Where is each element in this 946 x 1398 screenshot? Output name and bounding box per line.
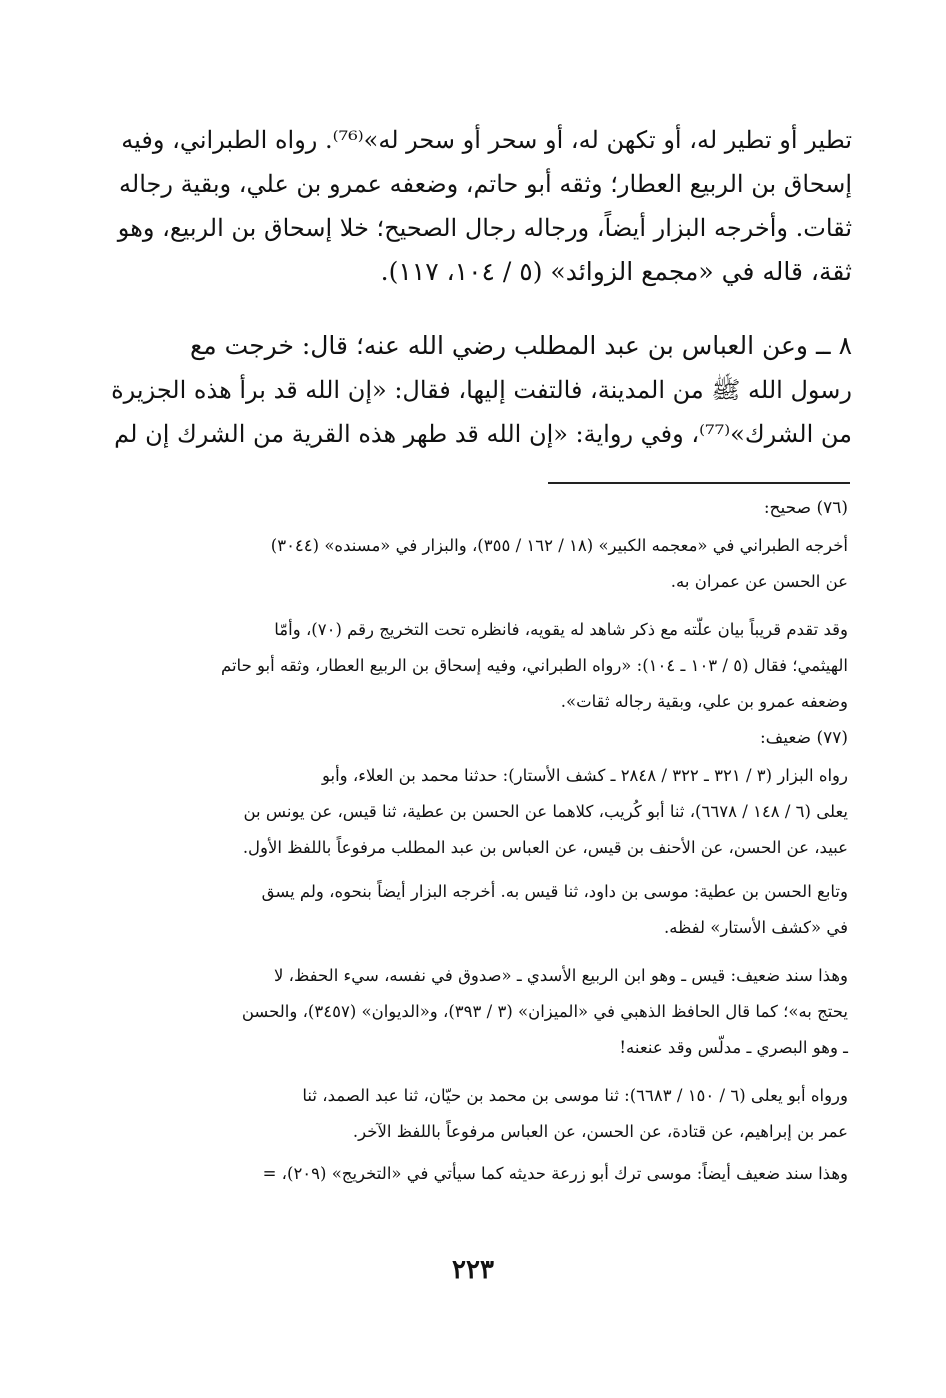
footnote-line: ـ وهو البصري ـ مدلّس وقد عنعنه! <box>619 1038 848 1057</box>
footnote-separator <box>548 482 850 484</box>
footnote-line: في «كشف الأستار» لفظه. <box>663 918 848 937</box>
footnote-line: ورواه أبو يعلى (٦ / ١٥٠ / ٦٦٨٣): ثنا موسى بن محمد بن حيّان، ثنا عبد الصمد، ثنا <box>302 1086 848 1105</box>
footnote-line: عمر بن إبراهيم، عن قتادة، عن الحسن، عن العباس مرفوعاً باللفظ الآخر. <box>352 1122 848 1141</box>
text-line: ثقات. وأخرجه البزار أيضاً، ورجاله رجال الصحيح؛ خلا إسحاق بن الربيع، وهو <box>117 214 852 242</box>
footnote-line: رواه البزار (٣ / ٣٢١ ـ ٣٢٢ / ٢٨٤٨ ـ كشف الأستار): حدثنا محمد بن العلاء، وأبو <box>321 766 848 785</box>
text-line: ثقة، قاله في «مجمع الزوائد» (٥ / ١٠٤، ١١٧). <box>380 257 852 286</box>
text-line: رسول الله ﷺ من المدينة، فالتفت إليها، فقال: «إن الله قد برأ هذه الجزيرة <box>111 376 852 404</box>
footnote-line: وضعفه عمرو بن علي، وبقية رجاله ثقات». <box>560 692 848 711</box>
footnote-line: وتابع الحسن بن عطية: موسى بن داود، ثنا قيس به. أخرجه البزار أيضاً بنحوه، ولم يسق <box>261 882 848 901</box>
text-line: إسحاق بن الربيع العطار؛ وثقه أبو حاتم، وضعفه عمرو بن علي، وبقية رجاله <box>119 170 852 198</box>
text-line: تطير أو تطير له، أو تكهن له، أو سحر أو سحر له»⁽⁷⁶⁾. رواه الطبراني، وفيه <box>121 126 852 154</box>
text-line: من الشرك»⁽⁷⁷⁾، وفي رواية: «إن الله قد طهر هذه القرية من الشرك إن لم <box>114 420 852 448</box>
footnote-heading-77: (٧٧) ضعيف: <box>759 728 848 748</box>
footnote-line: وهذا سند ضعيف: قيس ـ وهو ابن الربيع الأسدي ـ «صدوق في نفسه، سيء الحفظ، لا <box>274 966 848 985</box>
footnote-line: يحتج به»؛ كما قال الحافظ الذهبي في «الميزان» (٣ / ٣٩٣)، و«الديوان» (٣٤٥٧)، والحسن <box>241 1002 848 1021</box>
footnote-line: أخرجه الطبراني في «معجمه الكبير» (١٨ / ١٦٢ / ٣٥٥)، والبزار في «مسنده» (٣٠٤٤) <box>270 536 848 555</box>
footnote-line: وهذا سند ضعيف أيضاً: موسى ترك أبو زرعة حديثه كما سيأتي في «التخريج» (٢٠٩)، = <box>262 1164 848 1183</box>
page-number: ٢٢٣ <box>452 1255 494 1285</box>
footnote-line: وقد تقدم قريباً بيان علّته مع ذكر شاهد له يقويه، فانظره تحت التخريج رقم (٧٠)، وأمّا <box>274 620 848 639</box>
main-paragraph-1 <box>110 118 852 294</box>
footnotes <box>110 492 848 1190</box>
text-line: ٨ ــ وعن العباس بن عبد المطلب رضي الله عنه؛ قال: خرجت مع <box>190 331 852 360</box>
footnote-line: عن الحسن عن عمران به. <box>670 572 848 591</box>
footnote-heading-76: (٧٦) صحيح: <box>763 498 848 518</box>
footnote-line: الهيثمي؛ فقال (٥ / ١٠٣ ـ ١٠٤): «رواه الطبراني، وفيه إسحاق بن الربيع العطار، وثقه أبو حاتم <box>220 656 848 675</box>
main-paragraph-2 <box>110 324 852 456</box>
footnote-line: عبيد، عن الحسن، عن الأحنف بن قيس، عن العباس بن عبد المطلب مرفوعاً باللفظ الأول. <box>242 838 848 857</box>
footnote-line: يعلى (٦ / ١٤٨ / ٦٦٧٨)، ثنا أبو كُريب، كلاهما عن الحسن بن عطية، ثنا قيس، عن يونس بن <box>243 802 848 821</box>
